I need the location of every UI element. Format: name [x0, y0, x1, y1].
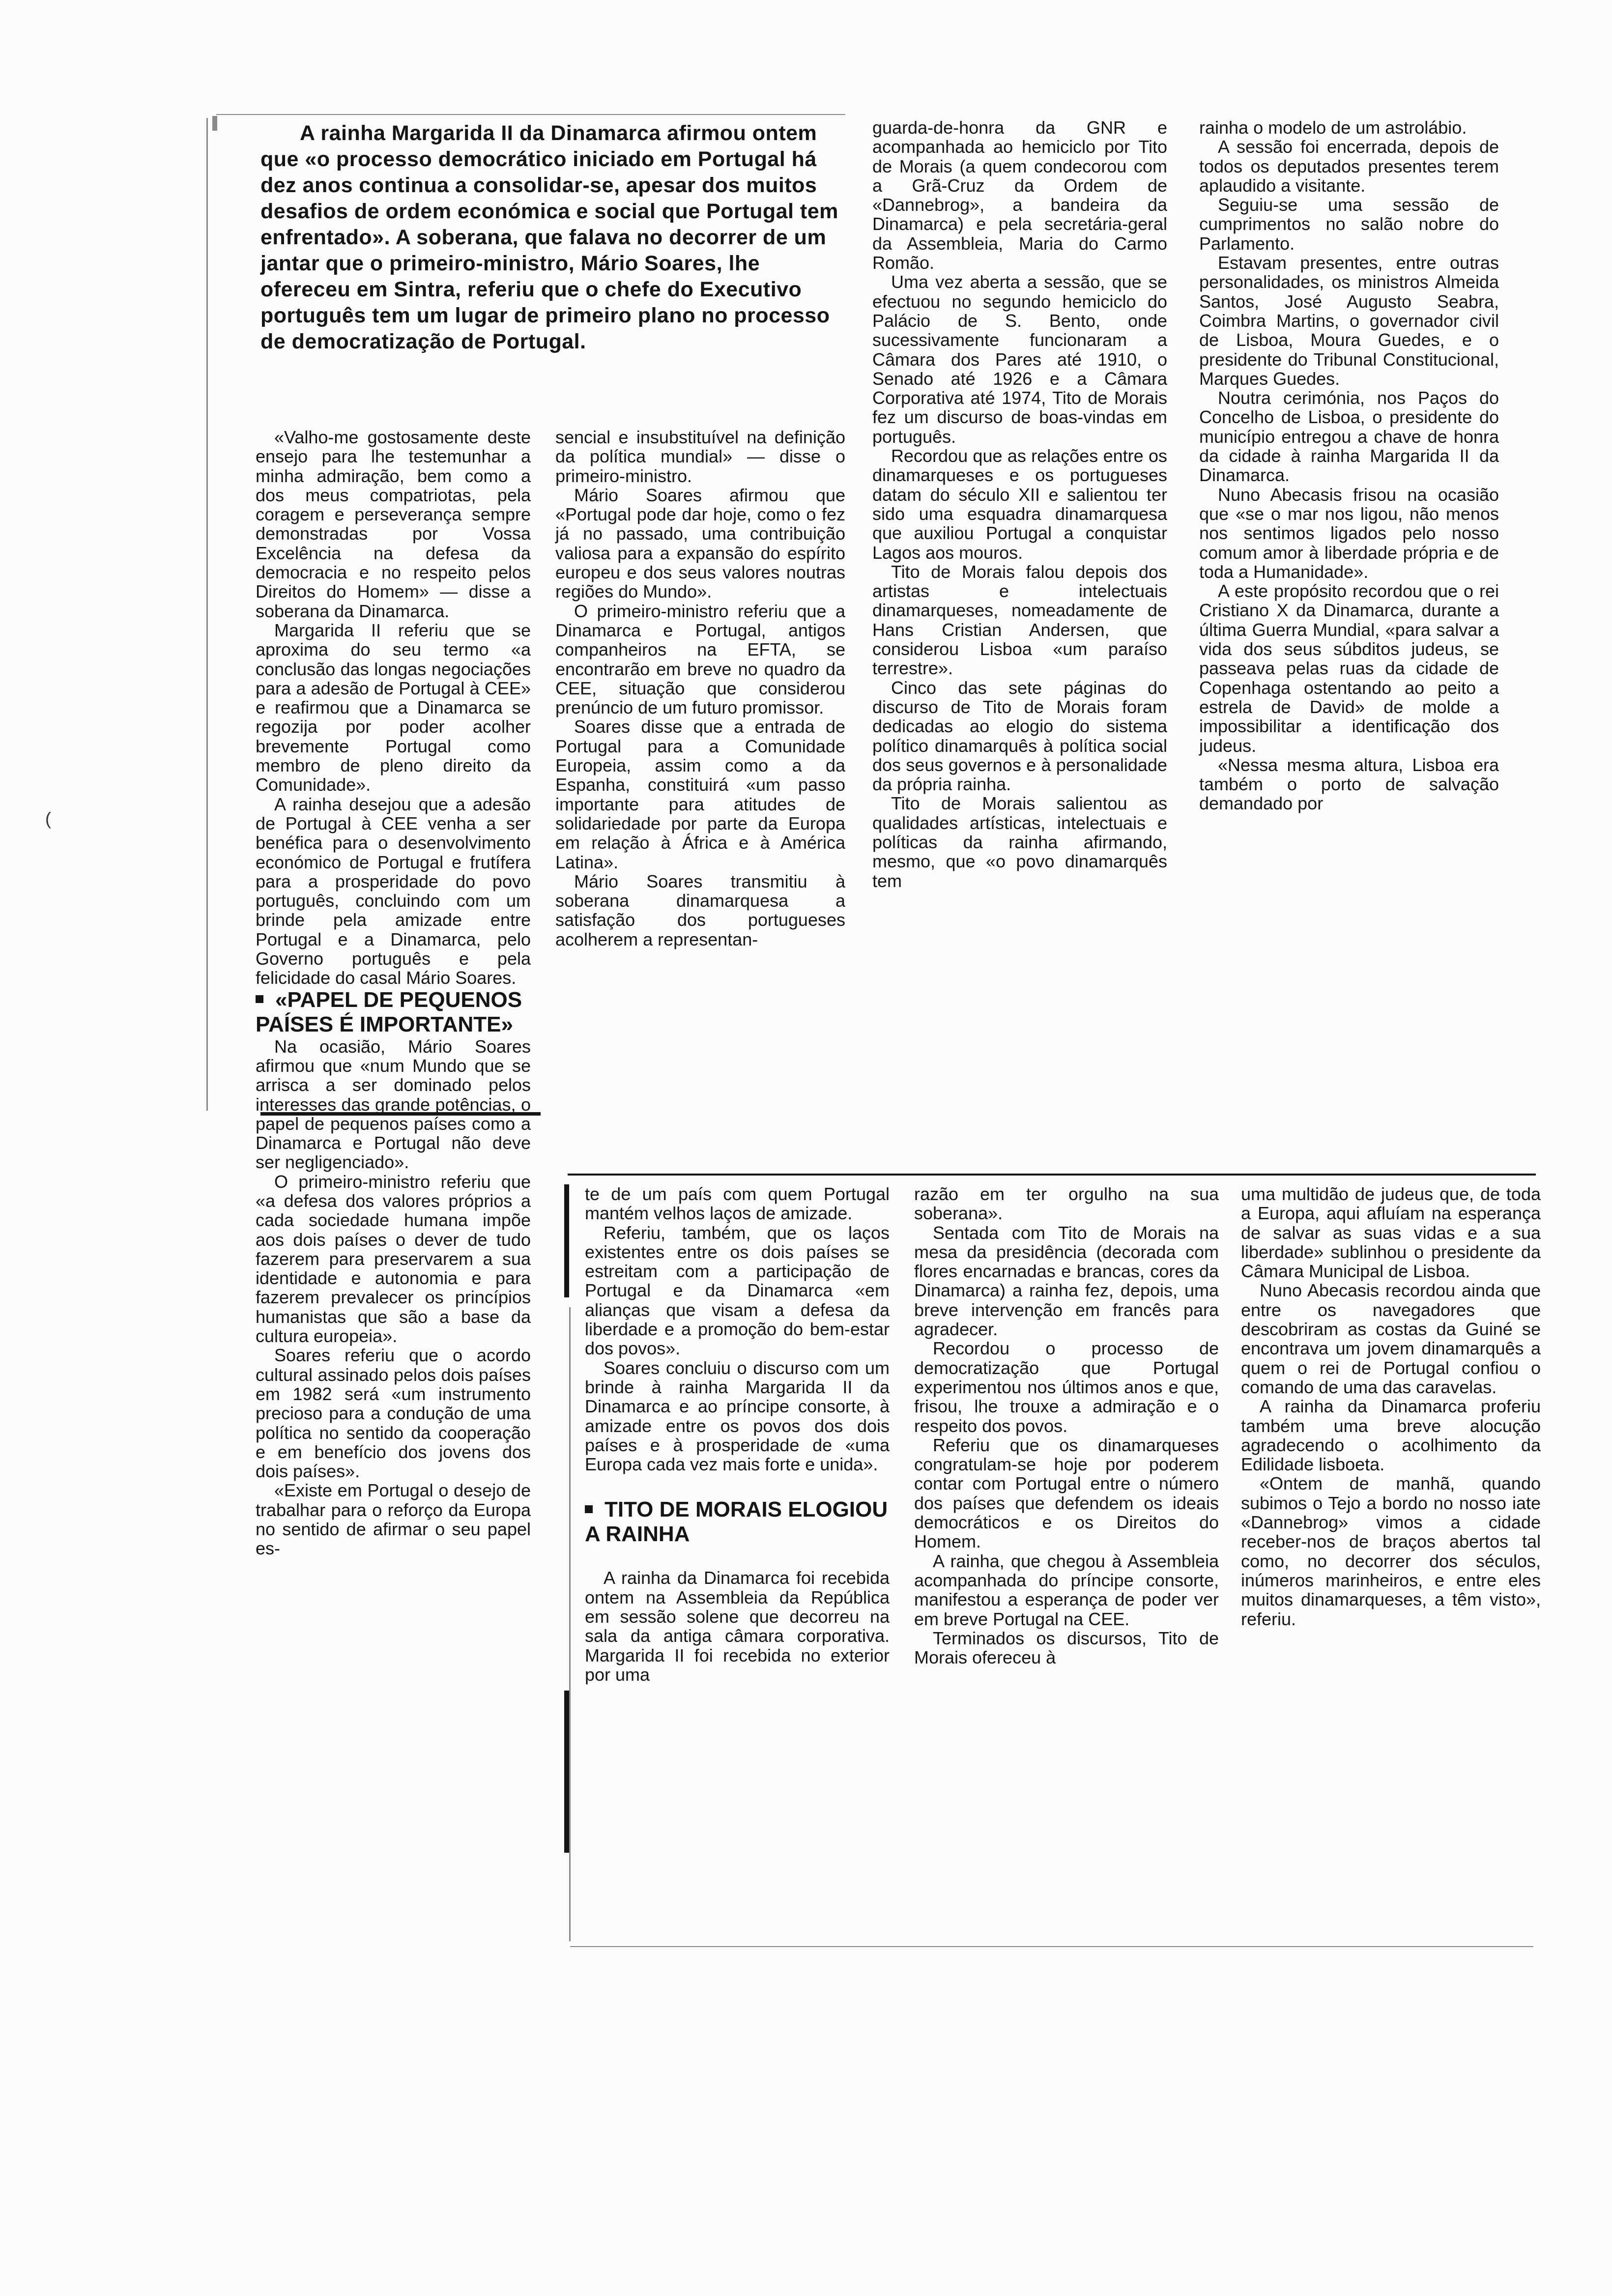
col4-paragraph-4: Estavam presentes, entre outras personalidades, os ministros Almeida Santos, José Augusto Seabra, Coimbra Martins, o governador civil de Lisboa, Moura Guedes, e o presidente do Tribunal Constitucional, Marques Guedes.	[1199, 253, 1499, 389]
left-margin-line	[206, 118, 208, 1111]
col1-paragraph-6: Soares referiu que o acordo cultural assinado pelos dois países em 1982 será «um instrumento precioso para a condução de uma política no sentido da cooperação e em benefício dos jovens dos dois países».	[256, 1345, 531, 1482]
column-6	[914, 1184, 1219, 1951]
col1-paragraph-1: «Valho-me gostosamente deste ensejo para lhe testemunhar a minha admiração, bem como a dos meus compatriotas, pela coragem e perseverança sempre demonstradas por Vossa Excelência na defesa da democracia e no respeito pelos Direitos do Homem» — disse a soberana da Dinamarca.	[256, 427, 531, 621]
column-2	[555, 428, 845, 1165]
lead-paragraph	[260, 120, 840, 396]
bullet-square-icon	[585, 1505, 593, 1513]
col3-paragraph-6: Tito de Morais salientou as qualidades artísticas, intelectuais e políticas da rainha afirmando, mesmo, que «o povo dinamarquês tem	[872, 793, 1167, 891]
col6-paragraph-1: razão em ter orgulho na sua soberana».	[914, 1184, 1219, 1224]
col6-paragraph-2: Sentada com Tito de Morais na mesa da presidência (decorada com flores encarnadas e brancas, cores da Dinamarca) a rainha fez, depois, uma breve intervenção em francês para agradecer.	[914, 1222, 1219, 1340]
subheading-papel-text: «PAPEL DE PEQUENOS PAÍSES É IMPORTANTE»	[256, 987, 522, 1036]
col2-paragraph-2: Mário Soares afirmou que «Portugal pode dar hoje, como o fez já no passado, uma contribuição valiosa para a expansão do espírito europeu e dos seus valores noutras regiões do Mundo».	[555, 485, 845, 602]
col6-paragraph-6: Terminados os discursos, Tito de Morais ofereceu à	[914, 1628, 1219, 1668]
column-7	[1241, 1184, 1541, 1951]
col6-paragraph-5: A rainha, que chegou à Assembleia acompanhada do príncipe consorte, manifestou a esperança de poder ver em breve Portugal na CEE.	[914, 1550, 1219, 1629]
col4-paragraph-8: «Nessa mesma altura, Lisboa era também o porto de salvação demandado por	[1199, 754, 1499, 814]
col2-paragraph-5: Mário Soares transmitiu à soberana dinamarquesa a satisfação dos portugueses acolherem a representan-	[555, 871, 845, 949]
col1-paragraph-2: Margarida II referiu que se aproxima do seu termo «a conclusão das longas negociações para a adesão de Portugal à CEE» e reafirmou que a Dinamarca se regozija por poder acolher brevemente Portugal como membro de pleno direito da Comunidade».	[256, 620, 531, 795]
column-3	[872, 118, 1167, 1165]
bullet-square-icon	[256, 995, 263, 1003]
header-top-line	[216, 114, 845, 115]
column-5	[585, 1184, 890, 1951]
col4-paragraph-3: Seguiu-se uma sessão de cumprimentos no salão nobre do Parlamento.	[1199, 195, 1499, 254]
scan-mark: (	[45, 808, 51, 829]
vertical-rule-mid	[569, 1307, 571, 1941]
vertical-bar-lower	[564, 1691, 569, 1853]
section-divider-rule	[568, 1174, 1536, 1176]
col1-paragraph-7: «Existe em Portugal o desejo de trabalhar para o reforço da Europa no sentido de afirmar o seu papel es-	[256, 1480, 531, 1559]
col4-paragraph-1: rainha o modelo de um astrolábio.	[1199, 117, 1467, 138]
vertical-bar-left	[564, 1184, 569, 1297]
subheading-tito-text: TITO DE MORAIS ELOGIOU A RAINHA	[585, 1497, 888, 1547]
col1-paragraph-5: O primeiro-ministro referiu que «a defesa dos valores próprios a cada sociedade humana impõe aos dois países o dever de tudo fazerem para preservarem a sua identidade e autonomia e para fazerem prevalecer os princípios humanistas que são a base da cultura europeia».	[256, 1171, 531, 1347]
col5-paragraph-2: Referiu, também, que os laços existentes entre os dois países se estreitam com a participação de Portugal e da Dinamarca «em alianças que visam a defesa da liberdade e a promoção do bem-estar dos povos».	[585, 1222, 890, 1359]
col7-paragraph-3: A rainha da Dinamarca proferiu também uma breve alocução agradecendo o acolhimento da Edilidade lisboeta.	[1241, 1396, 1541, 1475]
col7-paragraph-1: uma multidão de judeus que, de toda a Europa, aqui afluíam na esperança de salvar as suas vidas e a sua liberdade» sublinhou o presidente da Câmara Municipal de Lisboa.	[1241, 1184, 1541, 1282]
col4-paragraph-7: A este propósito recordou que o rei Cristiano X da Dinamarca, durante a última Guerra Mundial, «para salvar a vida dos seus súbditos judeus, se passeava pelas ruas da cidade de Copenhaga ostentando ao peito a estrela de David» de molde a impossibilitar a identificação dos judeus.	[1199, 581, 1499, 756]
top-tick	[212, 116, 217, 131]
col3-paragraph-5: Cinco das sete páginas do discurso de Tito de Morais foram dedicadas ao elogio do sistema político dinamarquês à política social dos seus governos e à personalidade da própria rainha.	[872, 677, 1167, 795]
col7-paragraph-4: «Ontem de manhã, quando subimos o Tejo a bordo no nosso iate «Dannebrog» vimos a cidade receber-nos de braços abertos tal como, no decorrer dos séculos, inúmeros marinheiros, e entre eles muitos dinamarqueses, a têm visto», referiu.	[1241, 1473, 1541, 1629]
col3-paragraph-4: Tito de Morais falou depois dos artistas e intelectuais dinamarqueses, nomeadamente de Hans Cristian Andersen, que considerou Lisboa «um paraíso terrestre».	[872, 561, 1167, 679]
col5-paragraph-1: te de um país com quem Portugal mantém velhos laços de amizade.	[585, 1184, 890, 1224]
col2-paragraph-3: O primeiro-ministro referiu que a Dinamarca e Portugal, antigos companheiros na EFTA, se encontrarão em breve no quadro da CEE, situação que considerou prenúncio de um futuro promissor.	[555, 601, 845, 718]
subheading-papel	[256, 988, 531, 1037]
col3-paragraph-2: Uma vez aberta a sessão, que se efectuou no segundo hemiciclo do Palácio de S. Bento, onde sucessivamente funcionaram a Câmara dos Pares até 1910, o Senado até 1926 e a Câmara Corporativa até 1974, Tito de Morais fez um discurso de boas-vindas em português.	[872, 272, 1167, 447]
col2-paragraph-1: sencial e insubstituível na definição da política mundial» — disse o primeiro-ministro.	[555, 427, 845, 486]
col1-paragraph-4: Na ocasião, Mário Soares afirmou que «num Mundo que se arrisca a ser dominado pelos interesses das grande potências, o papel de pequenos países como a Dinamarca e Portugal não deve ser negligenciado».	[256, 1036, 531, 1173]
column-4	[1199, 118, 1499, 1170]
col1-paragraph-3: A rainha desejou que a adesão de Portugal à CEE venha a ser benéfica para o desenvolvimento económico de Portugal e frutífera para a prosperidade do povo português, concluindo com um brinde pela amizade entre Portugal e a Dinamarca, pelo Governo português e pela felicidade do casal Mário Soares.	[256, 794, 531, 988]
col2-paragraph-4: Soares disse que a entrada de Portugal para a Comunidade Europeia, assim como a da Espanha, constituirá «um passo importante para atitudes de solidariedade por parte da Europa em relação à África e à América Latina».	[555, 717, 845, 872]
col4-paragraph-5: Noutra cerimónia, nos Paços do Concelho de Lisboa, o presidente do município entregou a chave de honra da cidade à rainha Margarida II da Dinamarca.	[1199, 388, 1499, 486]
col3-paragraph-1: guarda-de-honra da GNR e acompanhada ao hemiciclo por Tito de Morais (a quem condecorou com a Grã-Cruz da Ordem de «Dannebrog», a bandeira da Dinamarca) e pela secretária-geral da Assembleia, Maria do Carmo Romão.	[872, 117, 1167, 273]
col6-paragraph-4: Referiu que os dinamarqueses congratulam-se hoje por poderem contar com Portugal entre o número dos países que defendem os ideais democráticos e os Direitos do Homem.	[914, 1435, 1219, 1552]
col5-paragraph-4: A rainha da Dinamarca foi recebida ontem na Assembleia da República em sessão solene que decorreu na sala da antiga câmara corporativa. Margarida II foi recebida no exterior por uma	[585, 1568, 890, 1685]
col7-paragraph-2: Nuno Abecasis recordou ainda que entre os navegadores que descobriram as costas da Guiné se encontrava um jovem dinamarquês a quem o rei de Portugal confiou o comando de uma das caravelas.	[1241, 1280, 1541, 1397]
col4-paragraph-6: Nuno Abecasis frisou na ocasião que «se o mar nos ligou, não menos nos sentimos ligados pelo nosso comum amor à liberdade própria e de toda a Humanidade».	[1199, 484, 1499, 582]
lead-text: A rainha Margarida II da Dinamarca afirmou ontem que «o processo democrático iniciado em Portugal há dez anos continua a consolidar-se, apesar dos muitos desafios de ordem económica e social que Portugal tem enfrentado». A soberana, que falava no decorrer de um jantar que o primeiro-ministro, Mário Soares, lhe ofereceu em Sintra, referiu que o chefe do Executivo português tem um lugar de primeiro plano no processo de democratização de Portugal.	[260, 121, 838, 353]
col4-paragraph-2: A sessão foi encerrada, depois de todos os deputados presentes terem aplaudido a visitante.	[1199, 137, 1499, 196]
column-1	[256, 427, 531, 1559]
col6-paragraph-3: Recordou o processo de democratização que Portugal experimentou nos últimos anos e que, frisou, lhe trouxe a admiração e o respeito dos povos.	[914, 1338, 1219, 1436]
col5-paragraph-3: Soares concluiu o discurso com um brinde à rainha Margarida II da Dinamarca e ao príncipe consorte, à amizade entre os povos dos dois países e à prosperidade de «uma Europa cada vez mais forte e unida».	[585, 1357, 890, 1475]
col3-paragraph-3: Recordou que as relações entre os dinamarqueses e os portugueses datam do século XII e salientou ter sido uma esquadra dinamarquesa que auxiliou Portugal a conquistar Lagos aos mouros.	[872, 446, 1167, 563]
subheading-tito	[585, 1497, 890, 1547]
